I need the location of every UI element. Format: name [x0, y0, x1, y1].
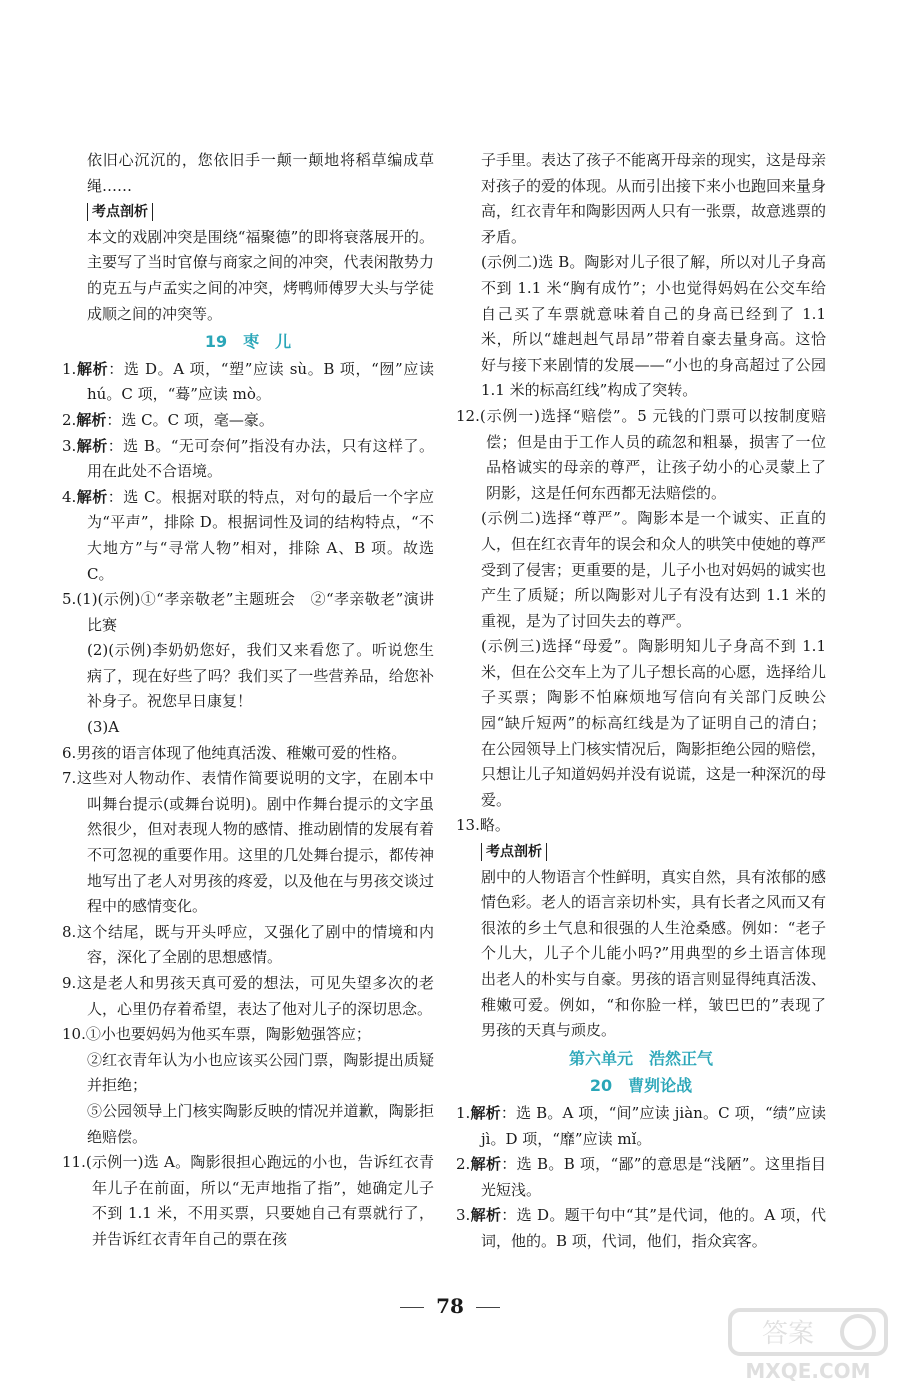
item-number: 11.	[62, 1153, 86, 1172]
item-number: 12.	[456, 406, 480, 425]
item-text: 这个结尾，既与开头呼应，又强化了剧中的情境和内容，深化了全剧的思想感情。	[76, 922, 434, 967]
answer-item	[62, 741, 434, 767]
item-text: 子手里。表达了孩子不能离开母亲的现实，这是母亲对孩子的爱的体现。从而引出接下来小也跑回来量身高，红衣青年和陶影因两人只有一张票，故意逃票的矛盾。	[481, 151, 827, 246]
analysis-keyword: 解析	[76, 410, 107, 429]
item-text: (示例二)选择“尊严”。陶影本是一个诚实、正直的人，但在红衣青年的误会和众人的哄笑中使她的尊严受到了侵害；更重要的是，儿子小也对妈妈的诚实也产生了质疑；所以陶影对儿子有没有达到 1.1 米的重视，是为了讨回失去的尊严。	[481, 509, 827, 630]
analysis-keyword: 解析	[470, 1155, 502, 1174]
answer-item	[62, 1150, 434, 1252]
item-text: (示例三)选择“母爱”。陶影明知儿子身高不到 1.1 米，但在公交车上为了儿子想长高的心愿，选择给儿子买票；陶影不怕麻烦地写信向有关部门反映公园“缺斤短两”的标高红线是为了证明自己的清白；在公园领导上门核实情况后，陶影拒绝公园的赔偿，只想让儿子知道妈妈并没有说谎，这是一种深沉的母爱。	[481, 637, 827, 809]
analysis-keyword: 解析	[76, 436, 108, 455]
paragraph	[62, 148, 434, 199]
item-text: ：选 D。题干句中“其”是代词，他的。A 项，代词，他的。B 项，代词，他们，指众宾客。	[481, 1206, 826, 1250]
answer-item	[62, 434, 434, 485]
item-number: 1.	[456, 1103, 471, 1122]
right-column	[456, 148, 826, 1255]
item-text: 略。	[479, 816, 510, 835]
paragraph	[456, 506, 826, 634]
item-number: 2.	[62, 410, 77, 429]
item-text: 这是老人和男孩天真可爱的想法，可见失望多次的老人，心里仍存着希望，表达了他对儿子的深切思念。	[76, 974, 434, 1018]
analysis-label: 考点剖析	[481, 843, 547, 861]
paragraph	[62, 715, 434, 741]
item-number: 8.	[62, 922, 77, 941]
page-number: 78	[436, 1294, 464, 1318]
answer-item	[456, 1101, 826, 1152]
paragraph	[456, 865, 826, 1044]
item-number: 3.	[62, 436, 77, 455]
item-text: (示例一)选择“赔偿”。5 元钱的门票可以按制度赔偿；但是由于工作人员的疏忽和粗暴，损害了一位品格诚实的母亲的尊严，让孩子幼小的心灵蒙上了阴影，这是任何东西都无法赔偿的。	[479, 406, 826, 502]
footer-dash-left	[400, 1307, 424, 1308]
svg-text:答案: 答案	[761, 1319, 815, 1349]
item-text: (示例一)选 A。陶影很担心跑远的小也，告诉红衣青年儿子在前面，所以“无声地指了指”，她确定儿子不到 1.1 米，不用买票，只要她自己有票就行了，并告诉红衣青年自己的票在孩	[85, 1153, 434, 1248]
analysis-label-row	[456, 839, 826, 865]
answer-item	[62, 357, 434, 408]
item-text: ：选 B。B 项，“鄙”的意思是“浅陋”。这里指目光短浅。	[481, 1155, 826, 1199]
item-text: (1)(示例)①“孝亲敬老”主题班会 ②“孝亲敬老”演讲比赛	[76, 590, 434, 634]
answer-item	[456, 404, 826, 506]
analysis-keyword: 解析	[76, 359, 109, 378]
item-text: ：选 B。“无可奈何”指没有办法，只有这样了。用在此处不合语境。	[87, 436, 434, 481]
answer-item	[62, 766, 434, 920]
item-text: ①小也要妈妈为他买车票，陶影勉强答应；	[85, 1025, 371, 1044]
analysis-label: 考点剖析	[87, 203, 153, 221]
paragraph	[62, 638, 434, 715]
answer-item	[62, 408, 434, 434]
watermark-logo	[728, 1308, 888, 1384]
item-number: 5.	[62, 590, 77, 609]
answer-item	[62, 485, 434, 587]
answer-item	[456, 1152, 826, 1203]
analysis-keyword: 解析	[470, 1206, 502, 1225]
item-number: 1.	[62, 359, 77, 378]
paragraph	[62, 1099, 434, 1150]
item-text: 依旧心沉沉的，您依旧手一颠一颠地将稻草编成草绳……	[87, 151, 434, 195]
answer-item	[62, 1022, 434, 1048]
section-heading: 19 枣 儿	[204, 332, 292, 352]
item-text: ⑤公园领导上门核实陶影反映的情况并道歉，陶影拒绝赔偿。	[87, 1101, 434, 1146]
section-heading: 20 曹刿论战	[589, 1076, 693, 1096]
svg-text:MXQE.COM: MXQE.COM	[745, 1359, 871, 1383]
item-number: 7.	[62, 769, 77, 788]
paragraph	[62, 225, 434, 327]
item-number: 6.	[62, 743, 77, 762]
item-number: 10.	[62, 1025, 86, 1044]
paragraph	[62, 1048, 434, 1099]
paragraph	[456, 148, 826, 250]
item-number: 2.	[456, 1155, 471, 1174]
analysis-keyword: 解析	[76, 487, 108, 506]
answer-item	[456, 1203, 826, 1254]
item-number: 13.	[456, 816, 480, 835]
left-column	[62, 148, 434, 1253]
analysis-label-row	[62, 199, 434, 225]
item-text: 剧中的人物语言个性鲜明，真实自然，具有浓郁的感情色彩。老人的语言亲切朴实，具有长者之风而又有很浓的乡土气息和很强的人生沧桑感。例如：“老子个儿大，儿子个儿能小吗?”用典型的乡土语言体现出老人的朴实与自豪。男孩的语言则显得纯真活泼、稚嫩可爱。例如，“和你脸一样，皱巴巴的”表现了男孩的天真与顽皮。	[481, 867, 827, 1040]
answer-item	[62, 920, 434, 971]
footer-dash-right	[476, 1307, 500, 1308]
item-text: ②红衣青年认为小也应该买公园门票，陶影提出质疑并拒绝；	[87, 1050, 434, 1095]
item-text: 男孩的语言体现了他纯真活泼、稚嫩可爱的性格。	[76, 743, 407, 762]
item-number: 3.	[456, 1206, 471, 1225]
item-text: 本文的戏剧冲突是围绕“福聚德”的即将衰落展开的。主要写了当时官僚与商家之间的冲突，代表闲散势力的克五与卢孟实之间的冲突，烤鸭师傅罗大头与学徒成顺之间的冲突等。	[87, 227, 434, 323]
item-number: 9.	[62, 974, 77, 992]
analysis-keyword: 解析	[470, 1103, 501, 1122]
section-heading: 第六单元 浩然正气	[568, 1048, 713, 1068]
item-text: (2)(示例)李奶奶您好，我们又来看您了。听说您生病了，现在好些了吗？我们买了一些营养品，给您补补身子。祝您早日康复！	[87, 641, 434, 711]
item-number: 4.	[62, 487, 77, 506]
item-text: ：选 B。A 项，“间”应读 jiàn。C 项，“绩”应读 jì。D 项，“靡”应读 mǐ。	[481, 1103, 826, 1148]
answer-item	[62, 587, 434, 638]
item-text: 这些对人物动作、表情作简要说明的文字，在剧本中叫舞台提示(或舞台说明)。剧中作舞台提示的文字虽然很少，但对表现人物的感情、推动剧情的发展有着不可忽视的重要作用。这里的几处舞台提示，都传神地写出了老人对男孩的疼爱，以及他在与男孩交谈过程中的感情变化。	[76, 769, 434, 916]
paragraph	[456, 250, 826, 404]
answer-item	[62, 971, 434, 1022]
item-text: ：选 C。C 项，毫—豪。	[106, 410, 274, 429]
item-text: ：选 C。根据对联的特点，对句的最后一个字应为“平声”，排除 D。根据词性及词的结构特点，“不大地方”与“寻常人物”相对，排除 A、B 项。故选 C。	[87, 487, 434, 583]
item-text: (3)A	[87, 718, 120, 737]
item-text: ：选 D。A 项，“塑”应读 sù。B 项，“囫”应读 hú。C 项，“蓦”应读 mò。	[87, 359, 434, 404]
item-text: (示例二)选 B。陶影对儿子很了解，所以对儿子身高不到 1.1 米“胸有成竹”；小也觉得妈妈在公交车给自己买了车票就意味着自己的身高已经到了 1.1 米，所以“雄赳赳气昂昂”带着自豪去量身高。这恰好与接下来剧情的发展——“小也的身高超过了公园 1.1 米的标高红线”构成了突转。	[481, 253, 826, 400]
paragraph	[456, 634, 826, 813]
answer-item	[456, 813, 826, 839]
